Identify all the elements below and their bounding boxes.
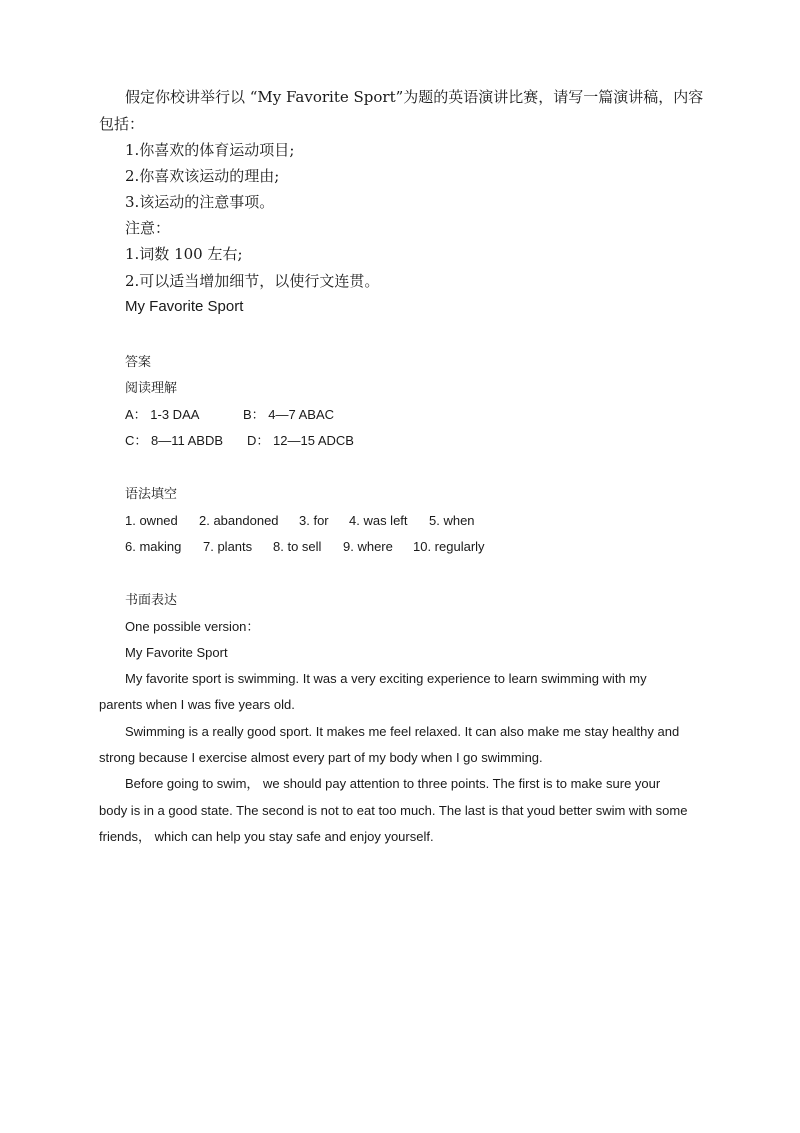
- paragraph-3-line-2: body is in a good state. The second is not to eat too much. The last is that youd better swim with some: [99, 803, 688, 818]
- paragraph-3-line-3: friends， which can help you stay safe and enjoy yourself.: [99, 829, 434, 844]
- grammar-answer-8: 8. to sell: [273, 539, 322, 554]
- reading-row-1: [125, 406, 334, 424]
- note-1: 1.词数 100 左右;: [125, 245, 243, 263]
- grammar-answer-10: 10. regularly: [413, 539, 485, 554]
- paragraph-2-line-1: Swimming is a really good sport. It makes me feel relaxed. It can also make me stay healthy and: [125, 724, 680, 739]
- prompt-item-2: 2.你喜欢该运动的理由;: [125, 167, 280, 185]
- grammar-answer-4: 4. was left: [349, 513, 408, 528]
- grammar-answer-1: 1. owned: [125, 513, 178, 528]
- prompt-line-1: 假定你校讲举行以 “My Favorite Sport”为题的英语演讲比赛，请写一篇演讲稿，内容: [125, 88, 704, 106]
- prompt-item-3: 3.该运动的注意事项。: [125, 193, 275, 211]
- grammar-heading: 语法填空: [125, 487, 178, 502]
- writing-heading: 书面表达: [125, 593, 178, 608]
- paragraph-2-line-2: strong because I exercise almost every part of my body when I go swimming.: [99, 750, 543, 765]
- essay-title: My Favorite Sport: [125, 298, 244, 315]
- reading-answer-c: C： 8—11 ABDB: [125, 433, 224, 448]
- grammar-row-2: [125, 538, 485, 556]
- reading-heading: 阅读理解: [125, 381, 178, 396]
- grammar-answer-9: 9. where: [343, 539, 393, 554]
- grammar-answer-2: 2. abandoned: [199, 513, 279, 528]
- paragraph-1-line-2: parents when I was five years old.: [99, 697, 295, 712]
- grammar-row-1: [125, 512, 475, 530]
- grammar-answer-3: 3. for: [299, 513, 329, 528]
- reading-answer-d: D： 12—15 ADCB: [247, 433, 354, 448]
- reading-row-2: [125, 432, 354, 450]
- reading-answer-a: A： 1-3 DAA: [125, 407, 200, 422]
- paragraph-1-line-1: My favorite sport is swimming. It was a very exciting experience to learn swimming with my: [125, 671, 647, 686]
- reading-answer-b: B： 4—7 ABAC: [243, 407, 335, 422]
- prompt-line-2: 包括：: [99, 115, 145, 133]
- grammar-answer-6: 6. making: [125, 539, 182, 554]
- prompt-item-1: 1.你喜欢的体育运动项目;: [125, 141, 295, 159]
- answers-heading: 答案: [125, 355, 152, 370]
- version-label: One possible version：: [125, 619, 260, 634]
- notes-heading: 注意：: [125, 219, 171, 237]
- paragraph-3-line-1: Before going to swim， we should pay attention to three points. The first is to make sure your: [125, 776, 661, 791]
- grammar-answer-7: 7. plants: [203, 539, 253, 554]
- writing-title: My Favorite Sport: [125, 645, 228, 660]
- note-2: 2.可以适当增加细节，以使行文连贯。: [125, 272, 380, 290]
- grammar-answer-5: 5. when: [429, 513, 475, 528]
